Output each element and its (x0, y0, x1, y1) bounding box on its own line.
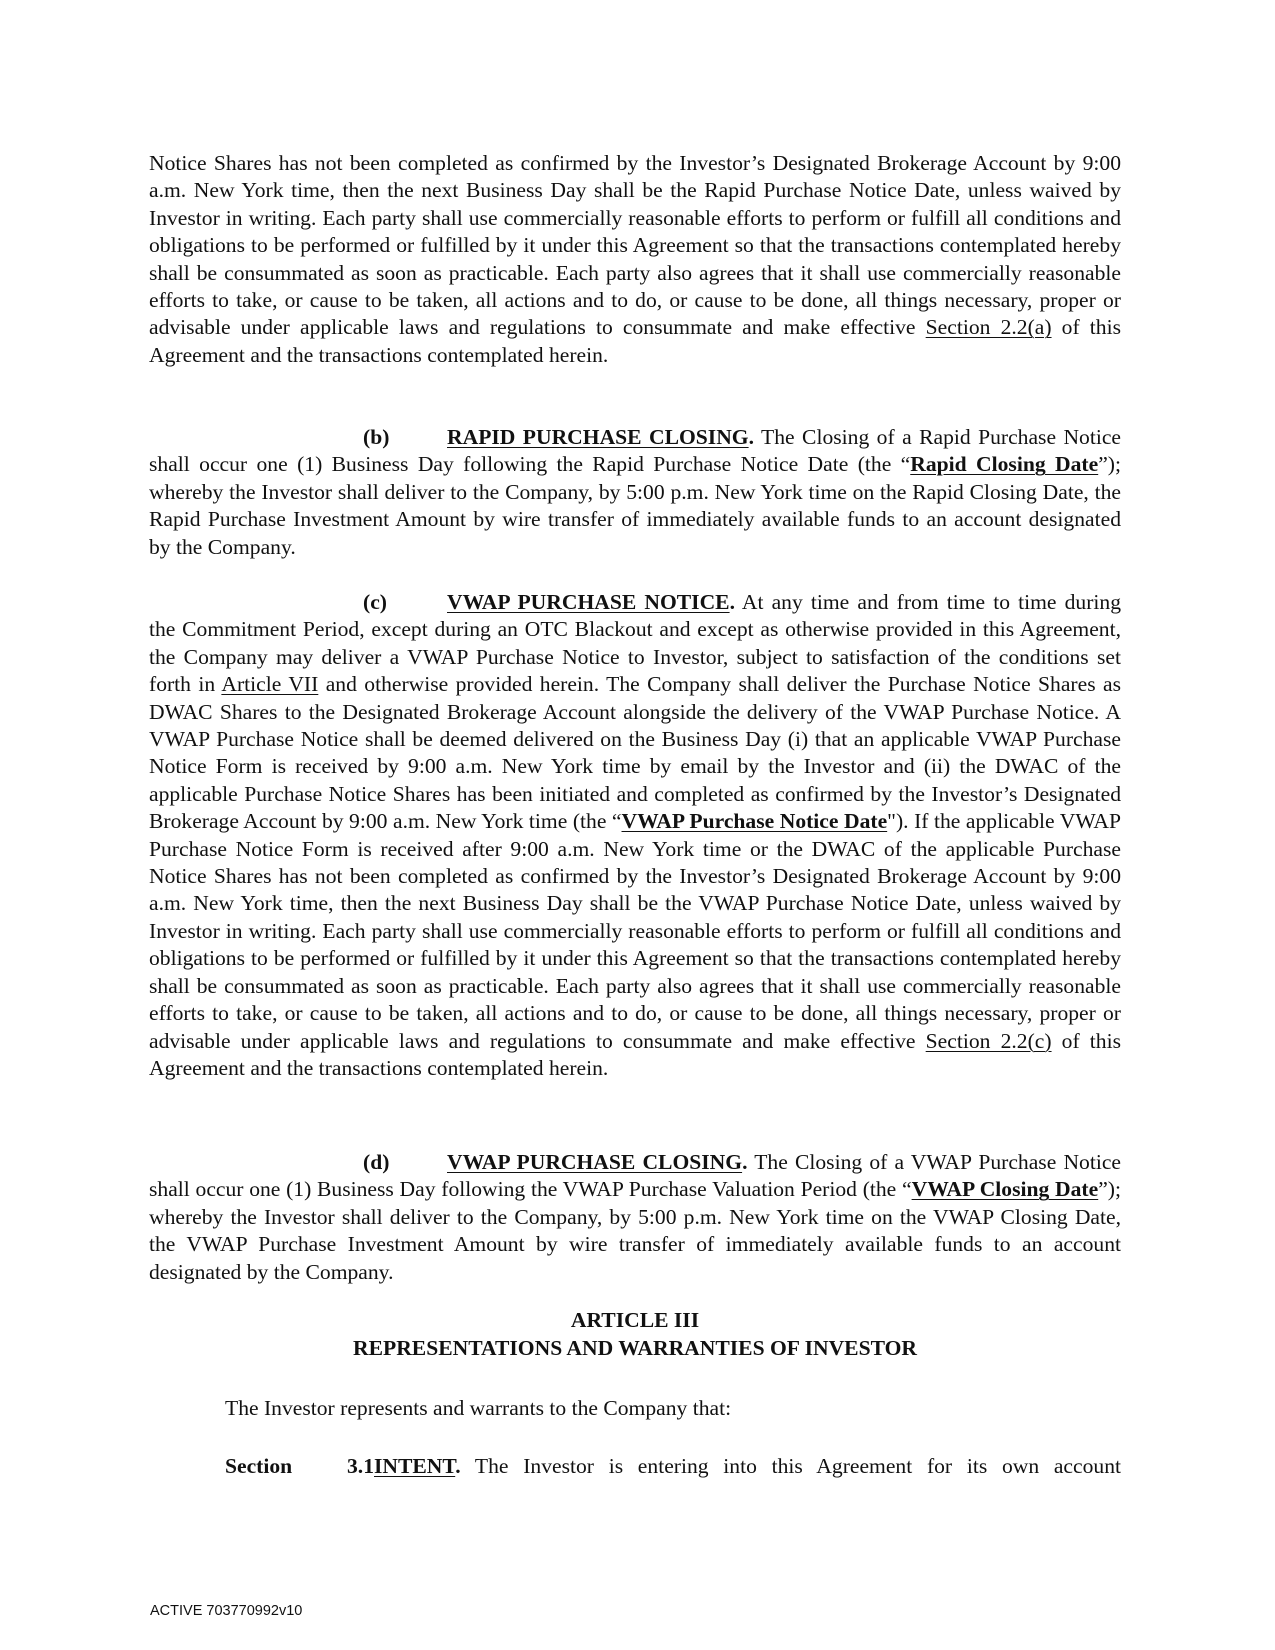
section-reference: Section 2.2(a) (925, 315, 1052, 340)
article-title: REPRESENTATIONS AND WARRANTIES OF INVESTOR (353, 1336, 917, 1360)
paragraph-c: (c) VWAP PURCHASE NOTICE. At any time and from time to time during the Commitment Period, except during an OTC Blackout and except as otherwise provided in this Agreement, the Company may deliver a VWAP Purchase Notice to Investor, subject to satisfaction of the conditions set forth in Article VII and otherwise provided herein. The Company shall deliver the Purchase Notice Shares as DWAC Shares to the Designated Brokerage Account alongside the delivery of the VWAP Purchase Notice. A VWAP Purchase Notice shall be deemed delivered on the Business Day (i) that an applicable VWAP Purchase Notice Form is received by 9:00 a.m. New York time by email by the Investor and (ii) the DWAC of the applicable Purchase Notice Shares has been initiated and completed as confirmed by the Investor’s Designated Brokerage Account by 9:00 a.m. New York time (the “VWAP Purchase Notice Date"). If the applicable VWAP Purchase Notice Form is received after 9:00 a.m. New York time or the DWAC of the applicable Purchase Notice Shares has not been completed as confirmed by the Investor’s Designated Brokerage Account by 9:00 a.m. New York time, then the next Business Day shall be the VWAP Purchase Notice Date, unless waived by Investor in writing. Each party shall use commercially reasonable efforts to perform or fulfill all conditions and obligations to be performed or fulfilled by it under this Agreement so that the transactions contemplated hereby shall be consummated as soon as practicable. Each party also agrees that it shall use commercially reasonable efforts to take, or cause to be taken, all actions and to do, or cause to be done, all things necessary, proper or advisable under applicable laws and regulations to consummate and make effective Section 2.2(c) of this Agreement and the transactions contemplated herein. (149, 590, 1122, 1080)
paragraph-text: and otherwise provided herein. The Company shall deliver the Purchase Notice Shares as DWAC Shares to the Designated Brokerage Account alongside the delivery of the VWAP Purchase Notice. A VWAP Purchase Notice shall be deemed delivered on the Business Day (i) that an applicable VWAP Purchase Notice Form is received by 9:00 a.m. New York time by email by the Investor and (ii) the DWAC of the applicable Purchase Notice Shares has been initiated and completed as confirmed by the Investor’s Designated Brokerage Account by 9:00 a.m. New York time (the “ (149, 672, 1121, 834)
article-reference: Article VII (221, 672, 319, 697)
defined-term: VWAP Purchase Notice Date (621, 809, 888, 834)
indent (149, 1150, 363, 1174)
section-3-1: Section 3.1INTENT. The Investor is entering into this Agreement for its own account (225, 1454, 1121, 1478)
clause-label: (b) (363, 425, 390, 449)
defined-term: VWAP Closing Date (911, 1177, 1099, 1202)
defined-term: Rapid Closing Date (910, 452, 1099, 477)
paragraph-text: ”); whereby the Investor shall deliver to the Company, by 5:00 p.m. New York time on the Rapid Closing Date, the Rapid Purchase Investment Amount by wire transfer of immediately available funds to an account designated by the Company. (149, 452, 1121, 559)
paragraph-text: ”); whereby the Investor shall deliver to the Company, by 5:00 p.m. New York time on the VWAP Closing Date, the VWAP Purchase Investment Amount by wire transfer of immediately available funds to an account designated by the Company. (149, 1177, 1121, 1284)
indent (149, 425, 363, 449)
clause-label: (c) (363, 590, 387, 614)
paragraph-continuation (149, 150, 1121, 369)
section-reference: Section 2.2(c) (925, 1028, 1052, 1053)
article-intro: The Investor represents and warrants to the Company that: (225, 1396, 732, 1420)
paragraph-text: The Investor is entering into this Agreement for its own account (460, 1454, 1121, 1478)
indent (149, 590, 363, 614)
paragraph-text: The Closing of a Rapid Purchase Notice shall occur one (1) Business Day following the Rapid Purchase Notice Date (the “ (149, 425, 1122, 477)
paragraph-text: of this Agreement and the transactions contemplated herein. (149, 315, 1122, 367)
clause-label: (d) (363, 1150, 390, 1174)
paragraph-text: Notice Shares has not been completed as confirmed by the Investor’s Designated Brokerage Account by 9:00 a.m. New York time, then the next Business Day shall be the Rapid Purchase Notice Date, unless waived by Investor in writing. Each party shall use commercially reasonable efforts to perform or fulfill all conditions and obligations to be performed or fulfilled by it under this Agreement so that the transactions contemplated hereby shall be consummated as soon as practicable. Each party also agrees that it shall use commercially reasonable efforts to take, or cause to be taken, all actions and to do, or cause to be done, all things necessary, proper or advisable under applicable laws and regulations to consummate and make effective (149, 151, 1121, 340)
paragraph-text: of this Agreement and the transactions contemplated herein. (149, 1028, 1122, 1080)
clause-title: VWAP PURCHASE NOTICE (447, 590, 730, 614)
paragraph-b: (b) RAPID PURCHASE CLOSING. The Closing of a Rapid Purchase Notice shall occur one (1) Business Day following the Rapid Purchase Notice Date (the “Rapid Closing Date”); whereby the Investor shall deliver to the Company, by 5:00 p.m. New York time on the Rapid Closing Date, the Rapid Purchase Investment Amount by wire transfer of immediately available funds to an account designated by the Company. (149, 425, 1122, 559)
paragraph-d: (d) VWAP PURCHASE CLOSING. The Closing of a VWAP Purchase Notice shall occur one (1) Business Day following the VWAP Purchase Valuation Period (the “VWAP Closing Date”); whereby the Investor shall deliver to the Company, by 5:00 p.m. New York time on the VWAP Closing Date, the VWAP Purchase Investment Amount by wire transfer of immediately available funds to an account designated by the Company. (149, 1150, 1121, 1284)
paragraph-text: At any time and from time to time during the Commitment Period, except during an OTC Blackout and except as otherwise provided in this Agreement, the Company may deliver a VWAP Purchase Notice to Investor, subject to satisfaction of the conditions set forth in (149, 590, 1121, 697)
article-number: ARTICLE III (570, 1308, 700, 1332)
document-footer: ACTIVE 703770992v10 (150, 1603, 303, 1619)
section-number: Section 3.1 (225, 1454, 374, 1478)
section-title: INTENT (374, 1454, 456, 1478)
clause-title: VWAP PURCHASE CLOSING (447, 1150, 743, 1174)
paragraph-text: The Closing of a VWAP Purchase Notice shall occur one (1) Business Day following the VWAP Purchase Valuation Period (the “ (149, 1150, 1121, 1202)
paragraph-text: "). If the applicable VWAP Purchase Notice Form is received after 9:00 a.m. New York time or the DWAC of the applicable Purchase Notice Shares has not been completed as confirmed by the Investor’s Designated Brokerage Account by 9:00 a.m. New York time, then the next Business Day shall be the VWAP Purchase Notice Date, unless waived by Investor in writing. Each party shall use commercially reasonable efforts to perform or fulfill all conditions and obligations to be performed or fulfilled by it under this Agreement so that the transactions contemplated hereby shall be consummated as soon as practicable. Each party also agrees that it shall use commercially reasonable efforts to take, or cause to be taken, all actions and to do, or cause to be done, all things necessary, proper or advisable under applicable laws and regulations to consummate and make effective (149, 809, 1121, 1053)
clause-title: RAPID PURCHASE CLOSING (447, 425, 749, 449)
